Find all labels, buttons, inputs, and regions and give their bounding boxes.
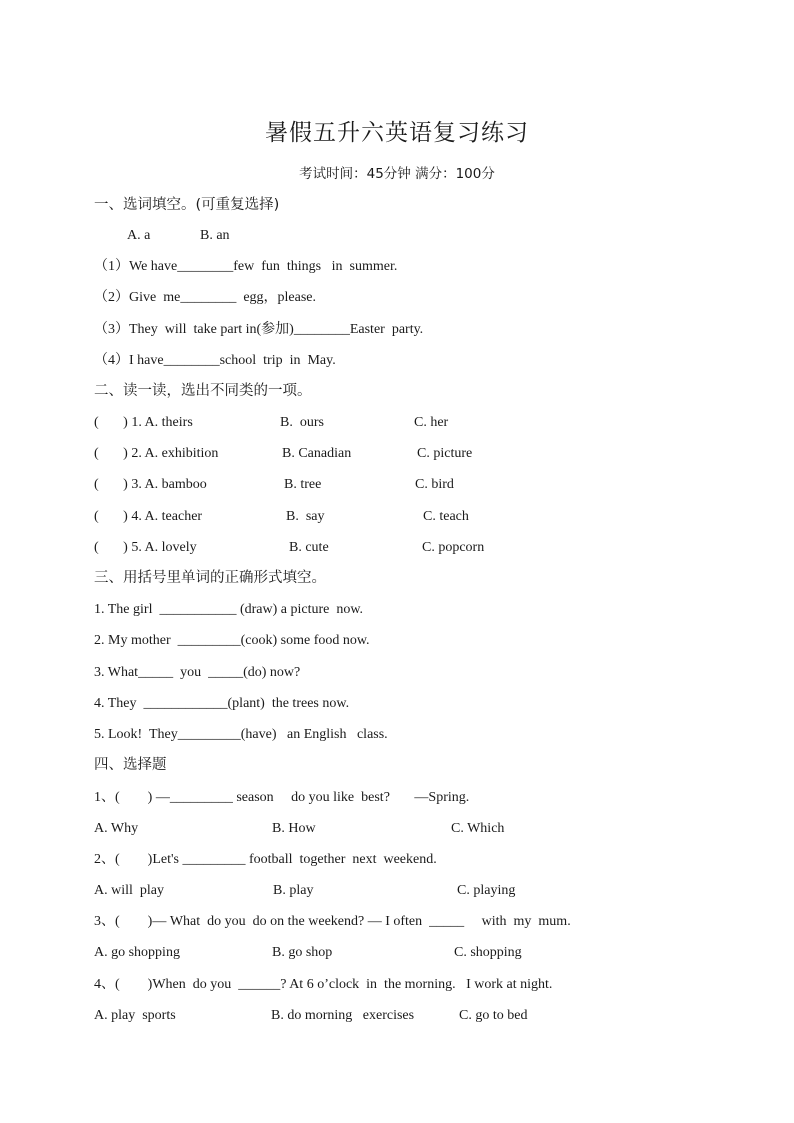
section3-item-5: 5. Look! They_________(have) an English class. [94, 727, 388, 742]
section4-q3-option-a: A. go shopping [94, 945, 180, 960]
section2-row-4-option-b: B. say [286, 509, 325, 524]
section2-row-2-option-c: C. picture [417, 446, 473, 461]
section3-heading: 三、用括号里单词的正确形式填空。 [94, 570, 326, 586]
section1-option-b: B. an [200, 228, 230, 243]
section2-row-5-option-b: B. cute [289, 540, 329, 555]
section4-q4-option-a: A. play sports [94, 1008, 176, 1023]
section2-row-1-question: ( ) 1. A. theirs [94, 415, 193, 430]
section4-q1-stem: 1、( ) —_________ season do you like best? —Spring. [94, 790, 470, 805]
section4-q4-option-c: C. go to bed [459, 1008, 528, 1023]
section3-item-3: 3. What_____ you _____(do) now? [94, 665, 301, 680]
section4-q2-option-c: C. playing [457, 883, 516, 898]
section3-item-1: 1. The girl ___________ (draw) a picture now. [94, 602, 364, 617]
section4-q3-stem: 3、( )— What do you do on the weekend? — I often _____ with my mum. [94, 914, 571, 929]
section4-q3-option-b: B. go shop [272, 945, 333, 960]
section1-heading: 一、选词填空。(可重复选择) [94, 197, 280, 213]
section2-row-2-question: ( ) 2. A. exhibition [94, 446, 219, 461]
section4-q2-option-a: A. will play [94, 883, 164, 898]
section2-row-2-option-b: B. Canadian [282, 446, 352, 461]
section2-row-1-option-b: B. ours [280, 415, 324, 430]
section1-option-a: A. a [127, 228, 151, 243]
section1-item-2: （2）Give me________ egg，please. [94, 290, 317, 305]
section2-row-3-question: ( ) 3. A. bamboo [94, 477, 207, 492]
section2-row-1-option-c: C. her [414, 415, 449, 430]
section1-item-4: （4）I have________school trip in May. [94, 353, 336, 368]
section2-row-5-question: ( ) 5. A. lovely [94, 540, 197, 555]
section4-q2-stem: 2、( )Let's _________ football together next weekend. [94, 852, 437, 867]
section3-item-2: 2. My mother _________(cook) some food now. [94, 633, 370, 648]
section4-q1-option-a: A. Why [94, 821, 139, 836]
section4-q1-option-b: B. How [272, 821, 316, 836]
section3-item-4: 4. They ____________(plant) the trees now. [94, 696, 350, 711]
section4-q3-option-c: C. shopping [454, 945, 522, 960]
section1-item-1: （1）We have________few fun things in summer. [94, 259, 398, 274]
exam-info: 考试时间：45分钟 满分：100分 [299, 166, 495, 182]
section4-q4-option-b: B. do morning exercises [271, 1008, 415, 1023]
section4-heading: 四、选择题 [94, 757, 167, 773]
section4-q4-stem: 4、( )When do you ______? At 6 o’clock in the morning. I work at night. [94, 977, 553, 992]
section2-row-3-option-c: C. bird [415, 477, 454, 492]
section4-q2-option-b: B. play [273, 883, 314, 898]
section4-q1-option-c: C. Which [451, 821, 505, 836]
section1-item-3: （3）They will take part in(参加)________Easter party. [94, 322, 424, 337]
section2-row-5-option-c: C. popcorn [422, 540, 485, 555]
section2-heading: 二、读一读，选出不同类的一项。 [94, 383, 312, 399]
section2-row-3-option-b: B. tree [284, 477, 322, 492]
page-title: 暑假五升六英语复习练习 [265, 120, 529, 146]
section2-row-4-question: ( ) 4. A. teacher [94, 509, 203, 524]
section2-row-4-option-c: C. teach [423, 509, 469, 524]
